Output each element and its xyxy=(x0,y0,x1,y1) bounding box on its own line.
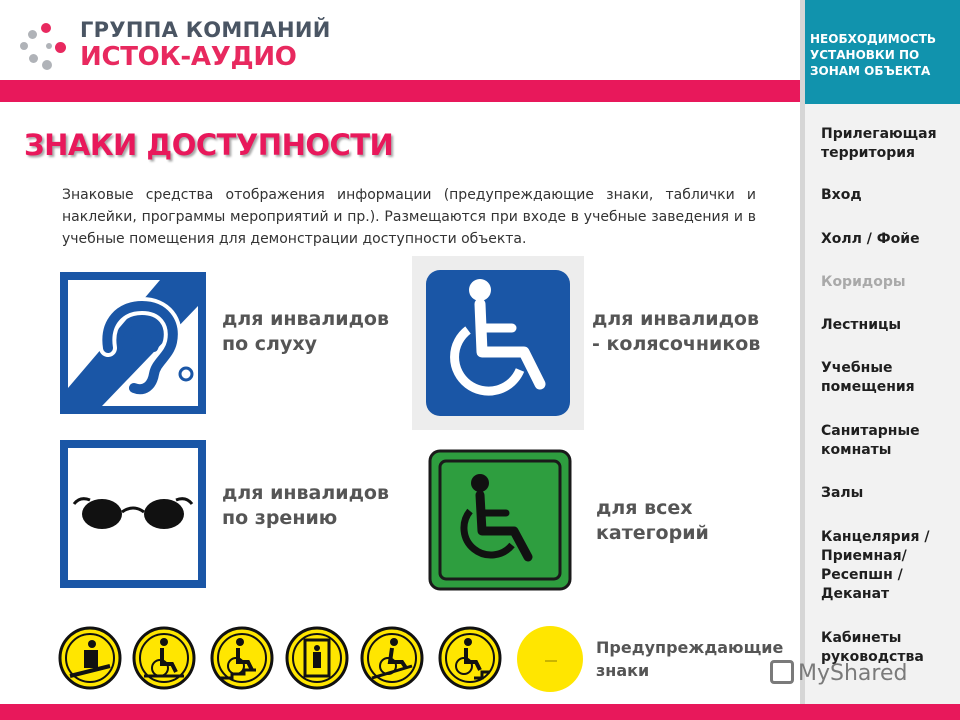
watermark xyxy=(770,660,907,686)
header-accent-bar xyxy=(0,80,800,102)
watermark-logo-icon xyxy=(770,660,794,684)
sign-label-hearing: для инвалидов по слуху xyxy=(222,308,390,355)
footer-accent-bar xyxy=(0,704,960,720)
sidebar-header-text: НЕОБХОДИМОСТЬ УСТАНОВКИ ПО ЗОНАМ ОБЪЕКТА xyxy=(810,32,937,78)
warning-steps-sign-icon xyxy=(438,626,502,690)
warning-slope-sign-icon xyxy=(360,626,424,690)
visually-impaired-sign-icon xyxy=(58,438,208,590)
logo-line-2: ИСТОК-АУДИО xyxy=(80,42,297,72)
sidebar-header xyxy=(805,0,960,104)
sidebar-item-corridors[interactable]: Коридоры xyxy=(821,274,906,290)
company-logo xyxy=(18,16,331,76)
sign-label-all: для всех категорий xyxy=(596,497,709,544)
watermark-text: MyShared xyxy=(798,661,908,686)
sidebar-item-stairs[interactable]: Лестницы xyxy=(821,317,902,333)
logo-dots-icon xyxy=(18,16,70,76)
wheelchair-blue-sign-icon xyxy=(412,256,584,430)
zones-sidebar xyxy=(800,0,960,704)
sidebar-item-hall[interactable]: Холл / Фойе xyxy=(821,231,920,247)
blank-yellow-sign-icon xyxy=(517,626,583,692)
sidebar-item-restrooms[interactable]: Санитарные комнаты xyxy=(821,423,920,458)
warning-lift-sign-icon xyxy=(285,626,349,690)
sign-label-wheelchair: для инвалидов - колясочников xyxy=(592,308,761,355)
warning-ramp-sign-icon xyxy=(58,626,122,690)
sidebar-item-entrance[interactable]: Вход xyxy=(821,187,862,203)
page-title: ЗНАКИ ДОСТУПНОСТИ xyxy=(24,128,394,162)
sidebar-divider xyxy=(800,0,805,720)
sidebar-item-territory[interactable]: Прилегающая территория xyxy=(821,126,937,161)
sidebar-item-office[interactable]: Канцелярия / Приемная/ Ресепшн / Деканат xyxy=(821,529,930,602)
hearing-impaired-sign-icon xyxy=(58,270,208,416)
sidebar-item-classrooms[interactable]: Учебные помещения xyxy=(821,360,915,395)
sidebar-item-halls[interactable]: Залы xyxy=(821,485,864,501)
logo-line-1: ГРУППА КОМПАНИЙ xyxy=(80,18,331,42)
wheelchair-green-sign-icon xyxy=(428,449,572,591)
sign-label-visual: для инвалидов по зрению xyxy=(222,482,390,529)
description-text: Знаковые средства отображения информации (предупреждающие знаки, таблички и наклейки, программы мероприятий и пр.). Размещаются при входе в учебные заведения и в учебные помещения для демонстрации доступности объекта. xyxy=(62,187,756,247)
sidebar-item-management[interactable]: Кабинеты руководства xyxy=(821,630,924,665)
warning-wheelchair-sign-icon xyxy=(132,626,196,690)
warning-signs-label: Предупреждающие знаки xyxy=(596,638,784,680)
warning-stairs-sign-icon xyxy=(210,626,274,690)
